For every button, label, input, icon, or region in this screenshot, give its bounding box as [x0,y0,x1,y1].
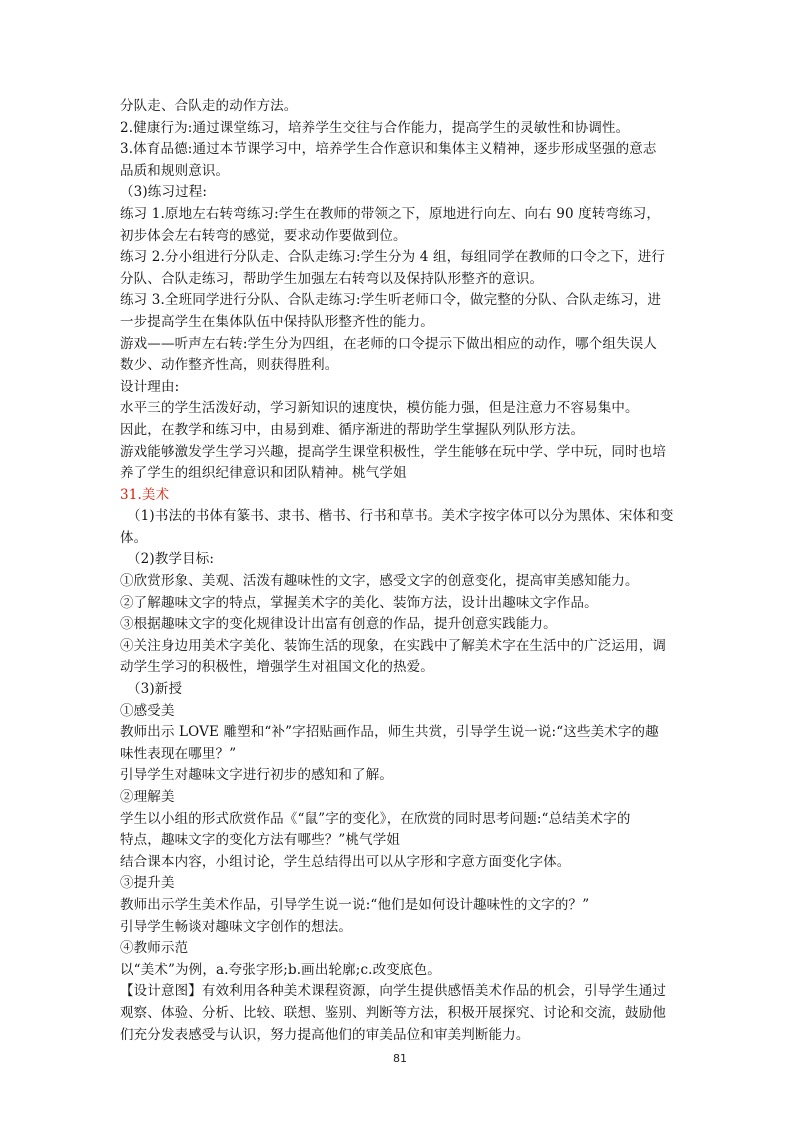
text-line: 教师出示学生美术作品，引导学生说一说:“他们是如何设计趣味性的文字的？” [120,896,590,913]
text-line: ④教师示范 [120,940,189,957]
text-line: （1)书法的书体有篆书、隶书、楷书、行书和草书。美术字按字体可以分为黑体、宋体和变 [127,508,674,525]
text-line: ④关注身边用美术字美化、装饰生活的现象，在实践中了解美术字在生活中的广泛运用，调 [120,637,666,654]
text-line: ②了解趣味文字的特点，掌握美术字的美化、装饰方法，设计出趣味文字作品。 [120,594,598,611]
text-line: 动学生学习的积极性，增强学生对祖国文化的热爱。 [120,659,434,676]
text-line: （3)新授 [127,681,183,698]
text-line: ①欣赏形象、美观、活泼有趣味性的文字，感受文字的创意变化，提高审美感知能力。 [120,573,639,590]
text-line: 引导学生畅谈对趣味文字创作的想法。 [120,918,353,935]
text-line: （3)练习过程: [120,184,208,201]
text-line: ③根据趣味文字的变化规律设计出富有创意的作品，提升创意实践能力。 [120,616,557,633]
text-line: 练习 3.全班同学进行分队、合队走练习:学生听老师口令，做完整的分队、合队走练习，进 [120,292,662,309]
text-line: 学生以小组的形式欣赏作品《“鼠”字的变化》，在欣赏的同时思考问题:“总结美术字的 [120,810,631,827]
text-line: 练习 1.原地左右转弯练习:学生在教师的带领之下，原地进行向左、向右 90 度转弯练习， [120,205,661,222]
text-line: 体。 [120,529,148,546]
text-line: 练习 2.分小组进行分队走、合队走练习:学生分为 4 组，每组同学在教师的口令之下，进行 [120,249,665,266]
text-line: 特点，趣味文字的变化方法有哪些？”桃气学姐 [120,832,401,849]
text-line: ③提升美 [120,875,175,892]
text-line: 数少、动作整齐性高，则获得胜利。 [120,357,339,374]
text-line: 设计理由: [120,378,180,395]
document-body [120,96,686,1046]
text-line: 分队、合队走练习，帮助学生加强左右转弯以及保持队形整齐的意识。 [120,270,544,287]
text-line: 以“美术”为例，a.夸张字形;b.画出轮廓;c.改变底色。 [120,961,441,978]
text-line: 养了学生的组织纪律意识和团队精神。桃气学姐 [120,465,407,482]
text-line: 3.体育品德:通过本节课学习中，培养学生合作意识和集体主义精神，逐步形成坚强的意志 [120,141,657,158]
text-line: 水平三的学生活泼好动，学习新知识的速度快，模仿能力强，但是注意力不容易集中。 [120,400,639,417]
text-line: 观察、体验、分析、比较、联想、鉴别、判断等方法，积极开展探究、讨论和交流，鼓励他 [120,1004,666,1021]
text-line: 一步提高学生在集体队伍中保持队形整齐性的能力。 [120,313,434,330]
text-line: 品质和规则意识。 [120,162,230,179]
section-heading: 31.美术 [120,486,170,503]
text-line: 味性表现在哪里？” [120,745,237,762]
text-line: 2.健康行为:通过课堂练习，培养学生交往与合作能力，提高学生的灵敏性和协调性。 [120,119,630,136]
text-line: 【设计意图】有效利用各种美术课程资源，向学生提供感悟美术作品的机会，引导学生通过 [120,983,666,1000]
text-line: ②理解美 [120,789,175,805]
text-line: 结合课本内容，小组讨论，学生总结得出可以从字形和字意方面变化字体。 [120,853,571,870]
text-line: 引导学生对趣味文字进行初步的感知和了解。 [120,767,393,784]
text-line: 们充分发表感受与认识，努力提高他们的审美品位和审美判断能力。 [120,1026,530,1043]
text-line: 游戏——听声左右转:学生分为四组，在老师的口令提示下做出相应的动作，哪个组失误人 [120,335,658,352]
text-line: 初步体会左右转弯的感觉，要求动作要做到位。 [120,227,407,244]
text-line: 游戏能够激发学生学习兴趣，提高学生课堂积极性，学生能够在玩中学、学中玩，同时也培 [120,443,666,460]
text-line: 因此，在教学和练习中，由易到难、循序渐进的帮助学生掌握队列队形方法。 [120,421,585,438]
text-line: 教师出示 LOVE 雕塑和“补”字招贴画作品，师生共赏，引导学生说一说:“这些美术字的趣 [120,724,659,741]
text-line: 分队走、合队走的动作方法。 [120,98,298,114]
text-line: ①感受美 [120,702,175,719]
page-number: 81 [393,1052,407,1065]
text-line: （2)教学目标: [127,551,215,568]
